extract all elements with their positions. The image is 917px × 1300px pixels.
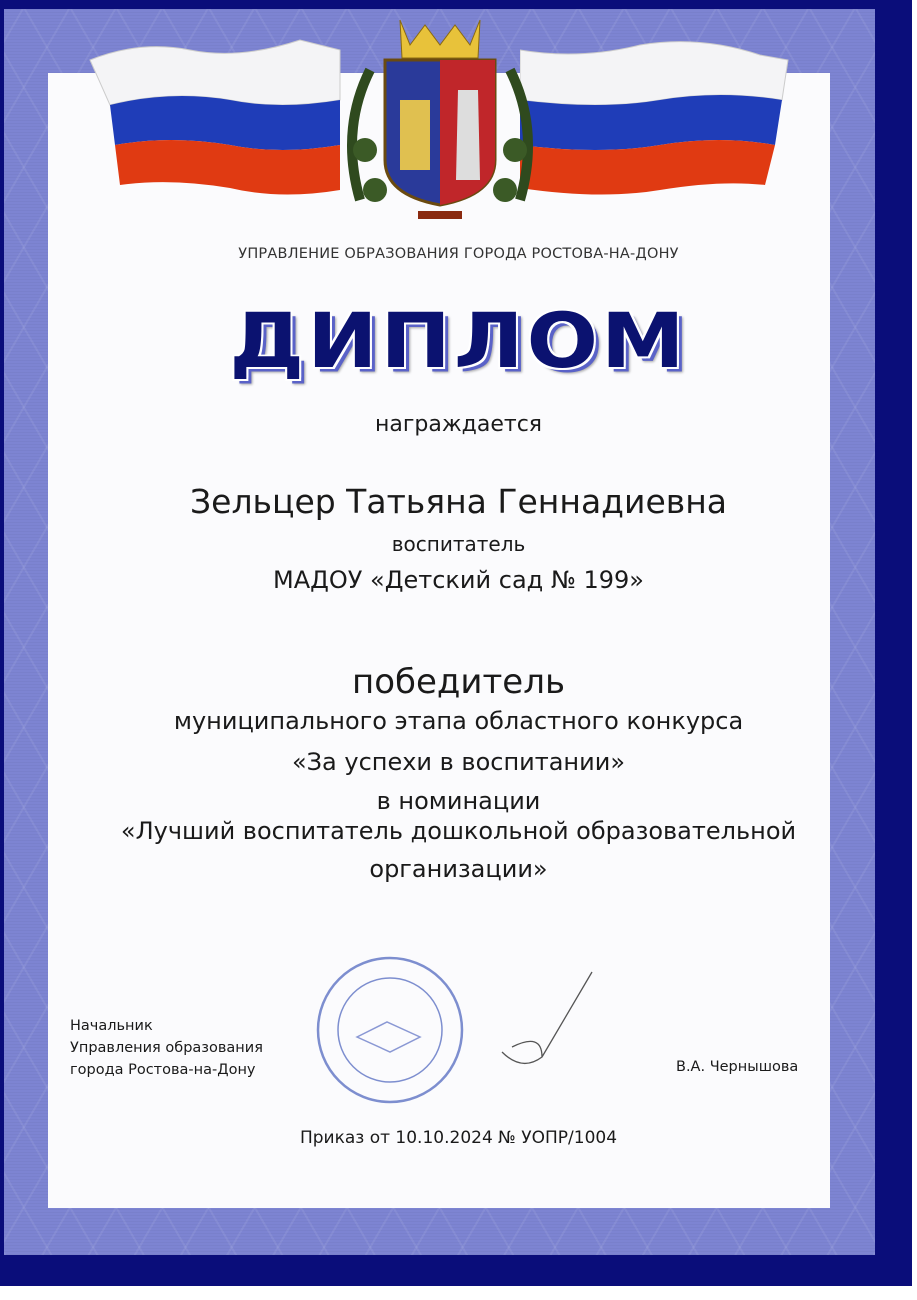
recipient-name: Зельцер Татьяна Геннадиевна [189, 482, 727, 521]
official-stamp-icon [312, 952, 612, 1112]
organization-header: УПРАВЛЕНИЕ ОБРАЗОВАНИЯ ГОРОДА РОСТОВА-НА-ДОНУ [238, 246, 679, 262]
signer-title-line: города Ростова-на-Дону [70, 1062, 256, 1078]
signer-title [70, 1015, 263, 1081]
awarded-label: награждается [374, 412, 543, 437]
award-line: в номинации [376, 787, 541, 815]
award-line: муниципального этапа областного конкурса [173, 707, 744, 735]
coat-of-arms-icon [340, 10, 540, 225]
award-line: «Лучший воспитатель дошкольной образовательной [120, 817, 797, 845]
award-status: победитель [351, 662, 565, 702]
signer-title-line: Управления образования [70, 1040, 263, 1056]
order-reference: Приказ от 10.10.2024 № УОПР/1004 [299, 1128, 618, 1148]
recipient-position: воспитатель [391, 532, 526, 556]
signer-name: В.А. Чернышова [676, 1059, 799, 1075]
award-line: «За успехи в воспитании» [291, 748, 626, 776]
russian-flag-right-icon [520, 30, 820, 210]
recipient-institution: МАДОУ «Детский сад № 199» [273, 566, 644, 594]
signer-title-line: Начальник [70, 1018, 153, 1034]
diploma-title: ДИПЛОМ [229, 296, 688, 386]
russian-flag-left-icon [80, 30, 380, 210]
award-line: организации» [369, 855, 548, 883]
